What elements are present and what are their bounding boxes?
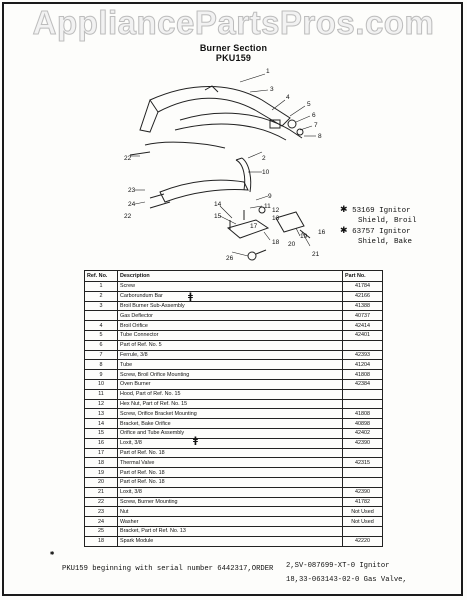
- part-no-cell: 41808: [343, 409, 383, 419]
- description-cell: Spark Module: [118, 536, 343, 546]
- description-cell: Broil Burner Sub-Assembly: [118, 301, 343, 311]
- ref-no-cell: 6: [85, 340, 118, 350]
- part-no-cell: 40737: [343, 311, 383, 321]
- footer-ignitor-note: 2,SV-087699-XT-0 Ignitor: [286, 562, 390, 570]
- callout-22b: 22: [124, 213, 132, 220]
- table-row: [85, 507, 383, 517]
- callout-2: 2: [262, 155, 266, 162]
- table-row: [85, 428, 383, 438]
- note-line-4: Shield, Bake: [358, 238, 413, 246]
- part-no-cell: [343, 399, 383, 409]
- table-row: [85, 379, 383, 389]
- callout-26: 26: [226, 255, 234, 262]
- asterisk-icon: ✱: [340, 226, 348, 236]
- part-no-cell: 42384: [343, 379, 383, 389]
- ref-no-cell: 3: [85, 301, 118, 311]
- description-cell: Gas Deflector: [118, 311, 343, 321]
- table-row: [85, 448, 383, 458]
- ref-no-cell: 9: [85, 370, 118, 380]
- part-no-cell: 42401: [343, 330, 383, 340]
- description-cell: Screw, Burner Mounting: [118, 497, 343, 507]
- note-line-1: 53169 Ignitor: [352, 207, 411, 215]
- model-title: PKU159: [215, 53, 252, 63]
- asterisk-icon: ✱: [340, 205, 348, 215]
- description-cell: Hex Nut, Part of Ref. No. 15: [118, 399, 343, 409]
- oven-burner-drawing: [150, 158, 251, 208]
- part-no-cell: 41388: [343, 301, 383, 311]
- description-cell: Part of Ref. No. 18: [118, 477, 343, 487]
- ref-no-cell: 11: [85, 389, 118, 399]
- callout-1: 1: [266, 68, 270, 75]
- callout-11: 11: [264, 203, 271, 210]
- part-no-cell: 42402: [343, 428, 383, 438]
- ref-no-cell: 23: [85, 507, 118, 517]
- parts-table: [84, 270, 383, 547]
- table-row: [85, 419, 383, 429]
- leader-lines: [130, 74, 316, 256]
- asterisk-marker: ǂ: [188, 292, 193, 302]
- table-row: [85, 370, 383, 380]
- callout-9: 9: [268, 193, 272, 200]
- broil-burner-drawing: [130, 86, 303, 155]
- part-no-cell: 42390: [343, 487, 383, 497]
- table-row: [85, 311, 383, 321]
- table-row: [85, 301, 383, 311]
- description-cell: Hood, Part of Ref. No. 15: [118, 389, 343, 399]
- description-cell: Bracket, Bake Orifice: [118, 419, 343, 429]
- section-title: Burner Section: [199, 43, 268, 53]
- description-cell: Screw, Broil Orifice Mounting: [118, 370, 343, 380]
- part-no-cell: 42390: [343, 438, 383, 448]
- callout-5: 5: [307, 101, 311, 108]
- table-row: [85, 536, 383, 546]
- ref-no-cell: 4: [85, 321, 118, 331]
- description-cell: Carborundum Bar: [118, 291, 343, 301]
- part-no-cell: [343, 468, 383, 478]
- callout-20: 20: [288, 241, 296, 248]
- callout-6: 6: [312, 112, 316, 119]
- table-row: [85, 487, 383, 497]
- ref-no-cell: 1: [85, 282, 118, 292]
- ref-no-cell: [85, 311, 118, 321]
- description-cell: Loxit, 3/8: [118, 438, 343, 448]
- part-no-cell: [343, 389, 383, 399]
- description-cell: Screw, Orifice Bracket Mounting: [118, 409, 343, 419]
- part-no-cell: 41204: [343, 360, 383, 370]
- part-no-cell: 41808: [343, 370, 383, 380]
- description-cell: Bracket, Part of Ref. No. 13: [118, 526, 343, 536]
- header-ref-no: Ref. No.: [85, 271, 118, 282]
- part-no-cell: Not Used: [343, 507, 383, 517]
- description-cell: Part of Ref. No. 5: [118, 340, 343, 350]
- part-no-cell: 42393: [343, 350, 383, 360]
- ref-no-cell: 16: [85, 438, 118, 448]
- part-no-cell: 40898: [343, 419, 383, 429]
- table-header-row: [85, 271, 383, 282]
- part-no-cell: 41784: [343, 282, 383, 292]
- table-row: [85, 477, 383, 487]
- callout-labels: [124, 68, 326, 262]
- ref-no-cell: 14: [85, 419, 118, 429]
- header-part-no: Part No.: [343, 271, 383, 282]
- ref-no-cell: 18: [85, 536, 118, 546]
- table-row: [85, 282, 383, 292]
- callout-18: 18: [272, 239, 280, 246]
- part-no-cell: 42315: [343, 458, 383, 468]
- note-line-2: Shield, Broil: [358, 217, 417, 225]
- ref-no-cell: 18: [85, 458, 118, 468]
- callout-12: 12: [272, 207, 280, 214]
- part-no-cell: Not Used: [343, 517, 383, 527]
- description-cell: Screw: [118, 282, 343, 292]
- ref-no-cell: 13: [85, 409, 118, 419]
- footer-star: ✱: [50, 550, 55, 558]
- ref-no-cell: 8: [85, 360, 118, 370]
- parts-table-body: [85, 282, 383, 547]
- description-cell: Part of Ref. No. 18: [118, 448, 343, 458]
- callout-10: 10: [262, 169, 270, 176]
- ref-no-cell: 24: [85, 517, 118, 527]
- description-cell: Part of Ref. No. 18: [118, 468, 343, 478]
- ignitor-notes: [340, 205, 417, 247]
- part-no-cell: [343, 526, 383, 536]
- callout-17: 17: [250, 223, 258, 230]
- bracket-valve-drawing: [228, 207, 310, 260]
- ref-no-cell: 2: [85, 291, 118, 301]
- part-no-cell: 42166: [343, 291, 383, 301]
- ref-no-cell: 21: [85, 487, 118, 497]
- ref-no-cell: 15: [85, 428, 118, 438]
- callout-21: 21: [312, 251, 320, 258]
- ref-no-cell: 12: [85, 399, 118, 409]
- part-no-cell: 42414: [343, 321, 383, 331]
- table-row: [85, 350, 383, 360]
- part-no-cell: [343, 477, 383, 487]
- note-line-3: 63757 Ignitor: [352, 228, 411, 236]
- description-cell: Orifice and Tube Assembly: [118, 428, 343, 438]
- part-no-cell: 41782: [343, 497, 383, 507]
- description-cell: Oven Burner: [118, 379, 343, 389]
- ref-no-cell: 19: [85, 468, 118, 478]
- table-row: [85, 321, 383, 331]
- callout-3: 3: [270, 86, 274, 93]
- callout-8: 8: [318, 133, 322, 140]
- table-row: [85, 458, 383, 468]
- callout-7: 7: [314, 122, 318, 129]
- table-row: [85, 497, 383, 507]
- callout-16: 16: [318, 229, 326, 236]
- table-row: [85, 360, 383, 370]
- part-no-cell: [343, 340, 383, 350]
- description-cell: Washer: [118, 517, 343, 527]
- table-row: [85, 291, 383, 301]
- callout-14: 14: [214, 201, 222, 208]
- callout-24: 24: [128, 201, 136, 208]
- ref-no-cell: 17: [85, 448, 118, 458]
- description-cell: Tube Connector: [118, 330, 343, 340]
- ref-no-cell: 5: [85, 330, 118, 340]
- description-cell: Nut: [118, 507, 343, 517]
- part-no-cell: [343, 448, 383, 458]
- table-row: [85, 468, 383, 478]
- ref-no-cell: 7: [85, 350, 118, 360]
- asterisk-marker: ǂ: [193, 436, 198, 446]
- table-row: [85, 340, 383, 350]
- footer-serial-note: PKU159 beginning with serial number 6442317,ORDER: [62, 565, 274, 573]
- callout-4: 4: [286, 94, 290, 101]
- part-no-cell: 42220: [343, 536, 383, 546]
- description-cell: Broil Orifice: [118, 321, 343, 331]
- description-cell: Loxit, 3/8: [118, 487, 343, 497]
- watermark: AppliancePartsPros.com: [32, 4, 435, 41]
- ref-no-cell: 22: [85, 497, 118, 507]
- table-row: [85, 438, 383, 448]
- callout-13: 13: [272, 215, 280, 222]
- callout-22a: 22: [124, 155, 132, 162]
- callout-19: 19: [300, 233, 308, 240]
- description-cell: Ferrule, 3/8: [118, 350, 343, 360]
- description-cell: Thermal Valve: [118, 458, 343, 468]
- ref-no-cell: 10: [85, 379, 118, 389]
- table-row: [85, 389, 383, 399]
- table-row: [85, 399, 383, 409]
- callout-23: 23: [128, 187, 136, 194]
- ref-no-cell: 25: [85, 526, 118, 536]
- description-cell: Tube: [118, 360, 343, 370]
- table-row: [85, 330, 383, 340]
- table-row: [85, 517, 383, 527]
- table-row: [85, 409, 383, 419]
- header-description: Description: [118, 271, 343, 282]
- footer-valve-note: 18,33-063143-02-0 Gas Valve,: [286, 576, 407, 584]
- table-row: [85, 526, 383, 536]
- ref-no-cell: 20: [85, 477, 118, 487]
- callout-15: 15: [214, 213, 222, 220]
